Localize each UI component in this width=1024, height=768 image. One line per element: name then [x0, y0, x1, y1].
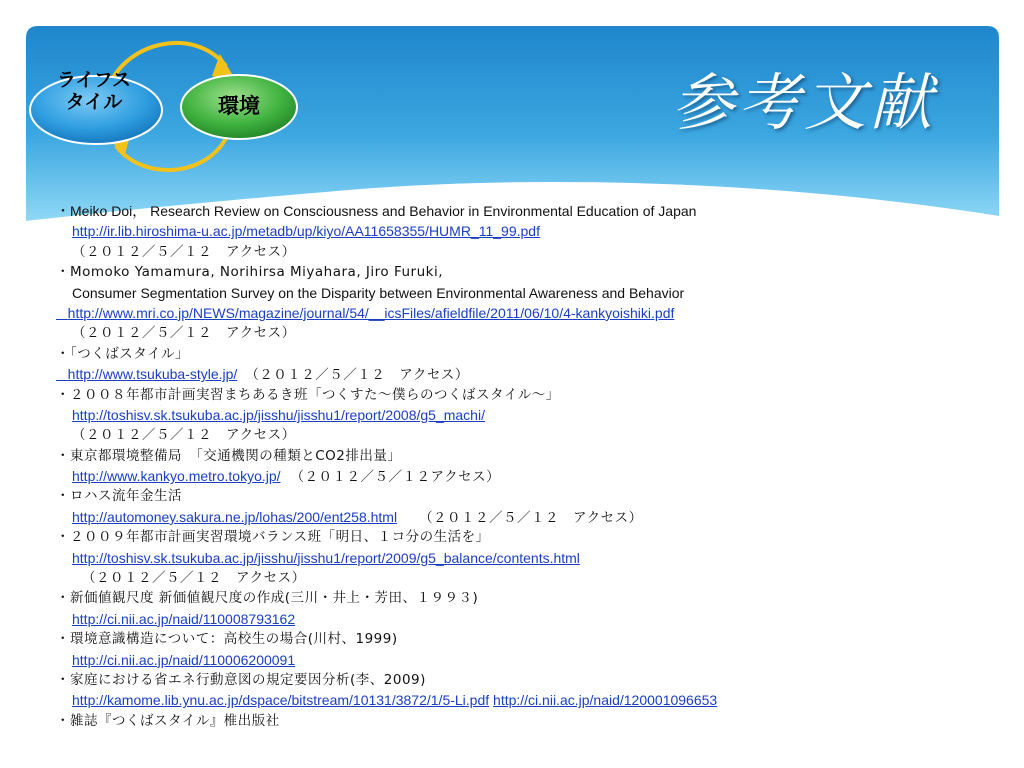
- ref-bullet-text: ・雑誌『つくばスタイル』椎出版社: [56, 712, 280, 729]
- ref-access-date: （２０１２／５／１２ アクセス）: [72, 427, 296, 444]
- environment-label: 環境: [218, 94, 260, 118]
- ref-bullet-text: ・「つくばスタイル」: [56, 345, 189, 362]
- ref-bullet-text: ・家庭における省エネ行動意図の規定要因分析(李、2009): [56, 671, 426, 688]
- ref-line: [56, 507, 996, 527]
- ref-access-date: （２０１２／５／１２アクセス）: [290, 469, 501, 486]
- ref-link-secondary[interactable]: http://ci.nii.ac.jp/naid/120001096653: [493, 692, 718, 709]
- ref-access-date: （２０１２／５／１２ アクセス）: [245, 367, 469, 384]
- ref-line: [56, 323, 996, 343]
- ref-link[interactable]: http://ci.nii.ac.jp/naid/110008793162: [72, 610, 296, 627]
- ref-line: [56, 568, 996, 588]
- ref-bullet-text: ・東京都環境整備局 「交通機関の種類とCO2排出量」: [56, 447, 402, 464]
- ref-text: Consumer Segmentation Survey on the Disparity between Environmental Awareness and Behavior: [72, 284, 685, 301]
- ref-access-date: （２０１２／５／１２ アクセス）: [72, 325, 296, 342]
- ref-bullet-text: ・ロハス流年金生活: [56, 488, 182, 505]
- ref-bullet-text: ・Meiko Doi， Research Review on Consciousness and Behavior in Environmental Education of Japan: [56, 203, 697, 219]
- ref-line: [56, 201, 996, 221]
- ref-line: [56, 690, 996, 710]
- ref-line: [56, 303, 996, 323]
- ref-access-date: （２０１２／５／１２ アクセス）: [72, 243, 296, 260]
- ref-link[interactable]: http://ir.lib.hiroshima-u.ac.jp/metadb/up/kiyo/AA11658355/HUMR_11_99.pdf: [72, 223, 540, 240]
- ref-link[interactable]: http://toshisv.sk.tsukuba.ac.jp/jisshu/jisshu1/report/2009/g5_balance/contents.html: [72, 549, 580, 566]
- ref-line: [56, 711, 996, 731]
- ref-bullet-text: ・環境意識構造について：高校生の場合(川村、1999): [56, 631, 398, 648]
- ref-line: [56, 486, 996, 506]
- ref-line: [56, 527, 996, 547]
- ref-link[interactable]: http://www.kankyo.metro.tokyo.jp/: [72, 468, 281, 485]
- ref-line: [56, 283, 996, 303]
- ref-line: [56, 548, 996, 568]
- ref-line: [56, 650, 996, 670]
- ref-line: [56, 385, 996, 405]
- slide-title: 参考文献: [672, 66, 937, 139]
- lifestyle-label: ライフスタイル: [56, 69, 132, 113]
- ref-line: [56, 242, 996, 262]
- ref-line: [56, 364, 996, 384]
- ref-access-date: （２０１２／５／１２ アクセス）: [419, 509, 643, 526]
- ref-bullet-text: ・２００８年都市計画実習まちあるき班「つくすた～僕らのつくばスタイル～」: [56, 386, 560, 403]
- ref-line: [56, 670, 996, 690]
- ref-link[interactable]: http://kamome.lib.ynu.ac.jp/dspace/bitstream/10131/3872/1/5-Li.pdf: [72, 692, 490, 709]
- ref-access-date: （２０１２／５／１２ アクセス）: [82, 570, 306, 587]
- ref-link[interactable]: http://ci.nii.ac.jp/naid/110006200091: [72, 651, 296, 668]
- reference-list: [56, 201, 996, 731]
- ref-line: [56, 405, 996, 425]
- ref-line: [56, 466, 996, 486]
- ref-line: [56, 588, 996, 608]
- ref-line: [56, 446, 996, 466]
- ref-line: [56, 609, 996, 629]
- ref-bullet-text: ・新価値観尺度 新価値観尺度の作成(三川・井上・芳田、１９９３): [56, 590, 479, 607]
- ref-link[interactable]: http://www.tsukuba-style.jp/: [67, 366, 238, 383]
- ref-line: [56, 221, 996, 241]
- ref-line: [56, 262, 996, 282]
- ref-link[interactable]: http://toshisv.sk.tsukuba.ac.jp/jisshu/jisshu1/report/2008/g5_machi/: [72, 406, 485, 423]
- ref-bullet-text: ・Momoko Yamamura, Norihirsa Miyahara, Jiro Furuki,: [56, 264, 443, 281]
- ref-line: [56, 425, 996, 445]
- ref-line: [56, 629, 996, 649]
- ref-bullet-text: ・２００９年都市計画実習環境バランス班「明日、１コ分の生活を」: [56, 529, 490, 546]
- ref-line: [56, 344, 996, 364]
- ref-link[interactable]: http://www.mri.co.jp/NEWS/magazine/journal/54/__icsFiles/afieldfile/2011/06/10/4-kankyoishiki.pdf: [67, 304, 675, 321]
- ref-link[interactable]: http://automoney.sakura.ne.jp/lohas/200/ent258.html: [72, 508, 398, 525]
